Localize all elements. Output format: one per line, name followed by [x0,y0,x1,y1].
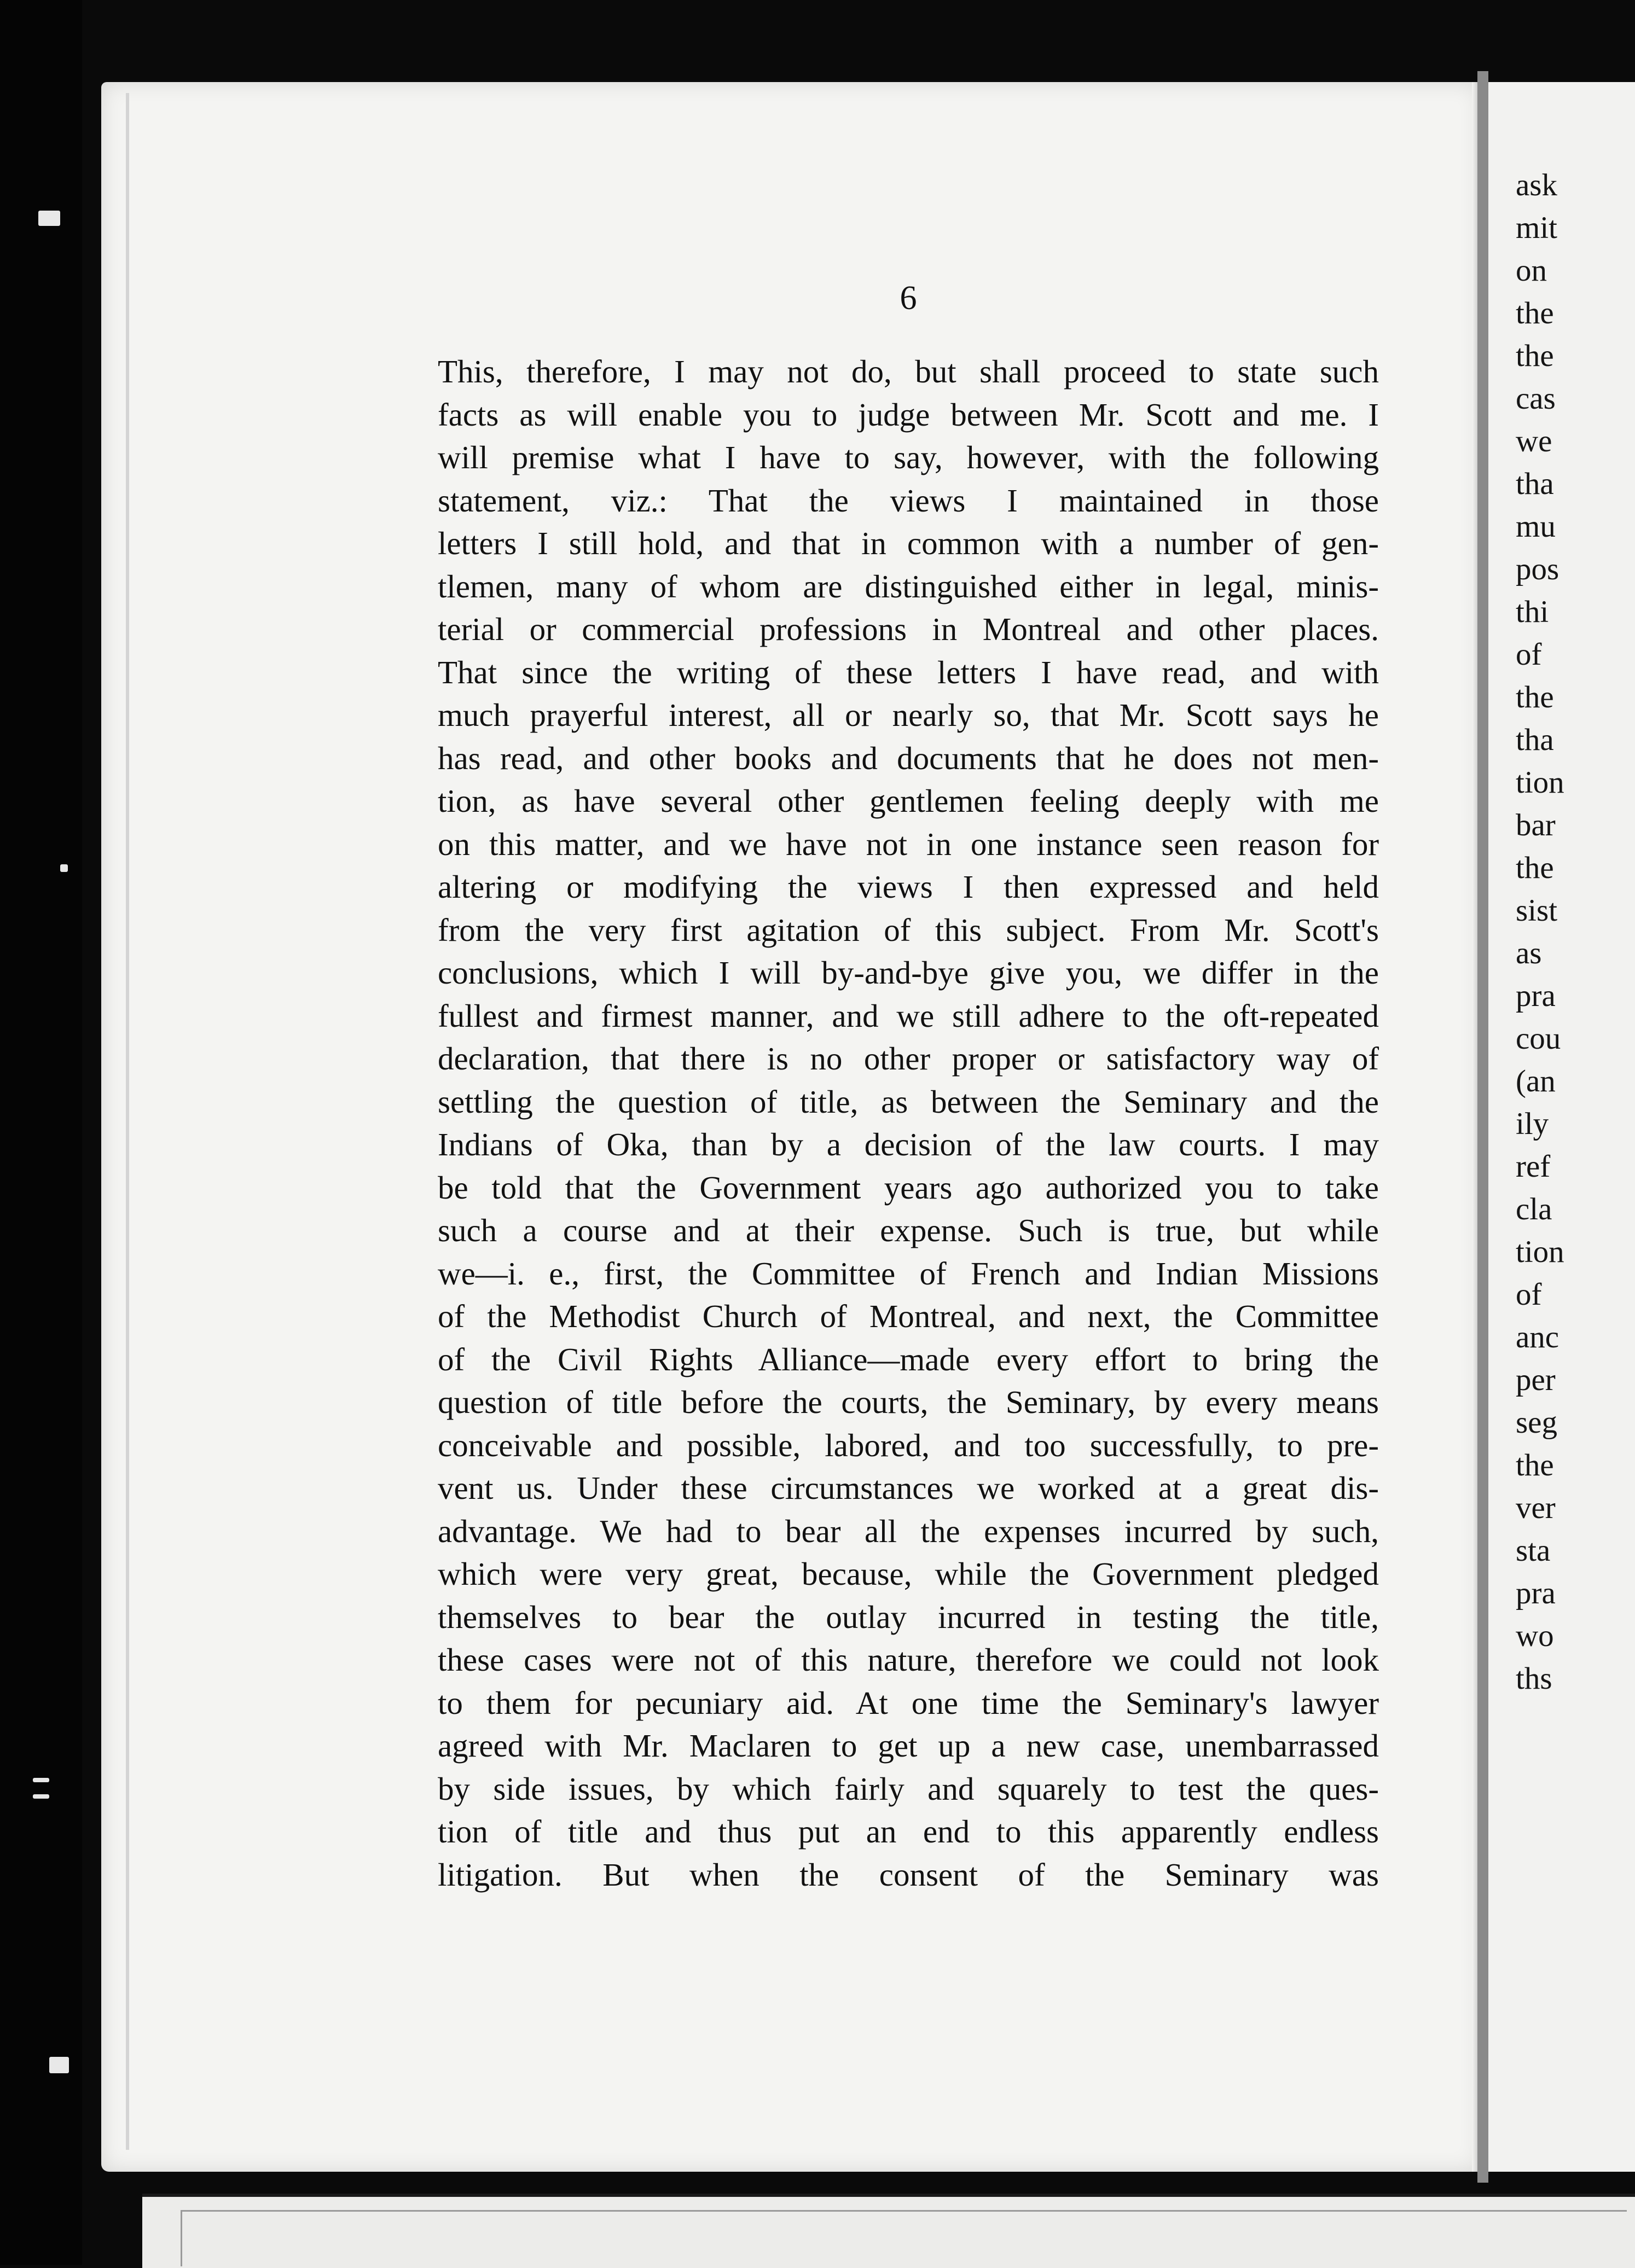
bottom-page-edge-inner [181,2210,1627,2266]
text-line: settling the question of title, as between the Seminary and the [438,1083,1379,1120]
text-line: which were very great, because, while the Government pledged [438,1556,1379,1592]
facing-fragment: the [1516,339,1554,373]
facing-fragment: the [1516,296,1554,330]
text-line: has read, and other books and documents that he does not men- [438,740,1379,776]
facing-fragment: seg [1516,1405,1557,1440]
text-line: agreed with Mr. Maclaren to get up a new case, unembarrassed [438,1728,1379,1764]
text-line: conclusions, which I will by-and-bye give you, we differ in the [438,955,1379,991]
text-line: fullest and firmest manner, and we still adhere to the oft-repeated [438,997,1379,1034]
facing-fragment: pra [1516,1576,1556,1610]
text-line: terial or commercial professions in Montreal and other places. [438,611,1379,647]
text-line: be told that the Government years ago authorized you to take [438,1169,1379,1206]
text-line: to them for pecuniary aid. At one time the Seminary's lawyer [438,1684,1379,1721]
facing-fragment: pra [1516,979,1556,1013]
text-line: of the Civil Rights Alliance—made every effort to bring the [438,1341,1379,1377]
left-film-edge [0,0,82,2265]
facing-fragment: the [1516,1448,1554,1482]
text-line: altering or modifying the views I then expressed and held [438,869,1379,905]
facing-fragment: ver [1516,1491,1556,1525]
facing-fragment: tion [1516,765,1564,800]
text-line: much prayerful interest, all or nearly so, that Mr. Scott says he [438,697,1379,733]
text-line: tlemen, many of whom are distinguished either in legal, minis- [438,568,1379,604]
facing-fragment: anc [1516,1320,1559,1354]
facing-fragment: as [1516,936,1542,970]
facing-fragment: ily [1516,1107,1549,1141]
facing-fragment: cas [1516,381,1556,416]
facing-fragment: ref [1516,1149,1551,1184]
text-line: these cases were not of this nature, therefore we could not look [438,1642,1379,1678]
facing-fragment: of [1516,637,1542,672]
facing-fragment: sist [1516,893,1558,928]
facing-fragment: ths [1516,1661,1552,1696]
facing-fragment: cou [1516,1021,1561,1056]
text-line: tion of title and thus put an end to this apparently endless [438,1813,1379,1850]
body-text [438,350,1379,1896]
text-line: Indians of Oka, than by a decision of the law courts. I may [438,1126,1379,1162]
text-line: declaration, that there is no other proper or satisfactory way of [438,1040,1379,1077]
facing-fragment: (an [1516,1064,1556,1098]
facing-fragment: tion [1516,1235,1564,1269]
text-line: advantage. We had to bear all the expenses incurred by such, [438,1513,1379,1549]
facing-fragment: tha [1516,723,1554,757]
text-line: we—i. e., first, the Committee of French and Indian Missions [438,1255,1379,1292]
text-line: litigation. But when the consent of the Seminary was [438,1856,1379,1893]
facing-fragment: tha [1516,467,1554,501]
text-line: tion, as have several other gentlemen feeling deeply with me [438,783,1379,819]
text-line: statement, viz.: That the views I maintained in those [438,482,1379,519]
text-line: conceivable and possible, labored, and too successfully, to pre- [438,1427,1379,1463]
facing-fragment: pos [1516,552,1559,586]
facing-fragment: wo [1516,1619,1554,1653]
text-line: by side issues, by which fairly and squarely to test the ques- [438,1770,1379,1807]
facing-fragment: mit [1516,211,1558,245]
facing-fragment: per [1516,1363,1556,1397]
text-line: will premise what I have to say, however, with the following [438,439,1379,475]
page-fold-line [126,93,129,2150]
facing-fragment: we [1516,424,1552,458]
facing-fragment: the [1516,680,1554,714]
facing-fragment: on [1516,253,1547,288]
text-line: of the Methodist Church of Montreal, and next, the Committee [438,1298,1379,1334]
text-line: such a course and at their expense. Such is true, but while [438,1212,1379,1248]
facing-fragment: the [1516,851,1554,885]
text-line: from the very first agitation of this subject. From Mr. Scott's [438,911,1379,948]
text-line: letters I still hold, and that in common with a number of gen- [438,525,1379,561]
facing-fragment: thi [1516,595,1549,629]
book-gutter [1477,71,1488,2183]
text-line: vent us. Under these circumstances we worked at a great dis- [438,1470,1379,1506]
facing-fragment: mu [1516,509,1556,544]
text-line: question of title before the courts, the Seminary, by every means [438,1384,1379,1420]
facing-fragment: of [1516,1277,1542,1312]
facing-page-fragments [1516,164,1635,1700]
text-line: on this matter, and we have not in one instance seen reason for [438,825,1379,862]
facing-fragment: bar [1516,808,1556,842]
facing-fragment: cla [1516,1192,1552,1226]
text-line: That since the writing of these letters I have read, and with [438,654,1379,690]
facing-fragment: sta [1516,1533,1551,1568]
page-number: 6 [900,280,917,317]
text-line: facts as will enable you to judge between Mr. Scott and me. I [438,396,1379,433]
text-line: themselves to bear the outlay incurred in testing the title, [438,1598,1379,1635]
text-line: This, therefore, I may not do, but shall proceed to state such [438,353,1379,389]
facing-fragment: ask [1516,168,1557,202]
